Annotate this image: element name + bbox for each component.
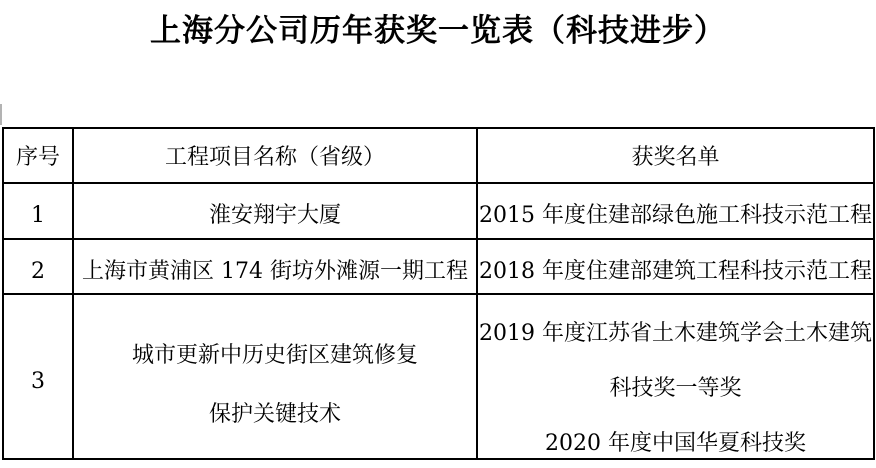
project-cell-row2: 上海市黄浦区 174 街坊外滩源一期工程 xyxy=(74,240,478,295)
award-line: 2020 年度中国华夏科技奖 xyxy=(545,431,806,456)
col-header-project-name: 工程项目名称（省级） xyxy=(74,129,478,184)
serial-cell-row2: 2 xyxy=(4,240,74,295)
award-line: 科技奖一等奖 xyxy=(609,376,742,401)
page-title: 上海分公司历年获奖一览表（科技进步） xyxy=(150,13,726,49)
left-edge-artifact-mark xyxy=(0,104,2,125)
project-cell-row3 xyxy=(74,295,478,458)
project-line: 城市更新中历史街区建筑修复 xyxy=(131,343,418,368)
project-line: 保护关键技术 xyxy=(208,402,341,427)
serial-cell-row3: 3 xyxy=(4,295,74,458)
award-line: 2019 年度江苏省土木建筑学会土木建筑 xyxy=(479,321,872,346)
award-cell-row3 xyxy=(478,295,873,458)
project-cell-row1: 淮安翔宇大厦 xyxy=(74,184,478,240)
serial-cell-row1: 1 xyxy=(4,184,74,240)
col-header-serial-number: 序号 xyxy=(4,129,74,184)
awards-table xyxy=(2,127,875,460)
award-cell-row2: 2018 年度住建部建筑工程科技示范工程 xyxy=(478,240,873,295)
award-cell-row1: 2015 年度住建部绿色施工科技示范工程 xyxy=(478,184,873,240)
col-header-award-list: 获奖名单 xyxy=(478,129,873,184)
